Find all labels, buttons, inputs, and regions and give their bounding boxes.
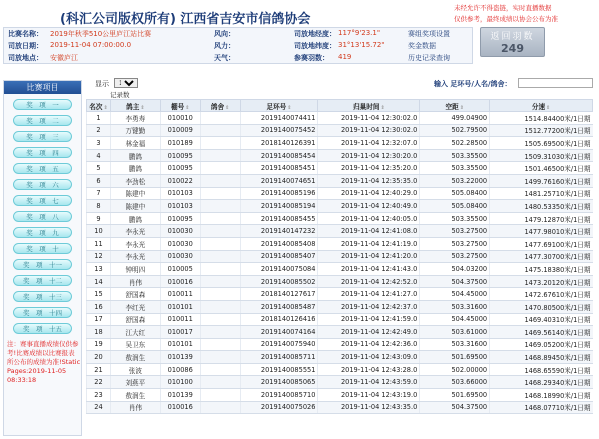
- distance-cell: 505.08400: [420, 187, 490, 200]
- direction-label: 风向：: [214, 30, 235, 38]
- loft-cell: [200, 200, 240, 213]
- loft-cell: [200, 288, 240, 301]
- race-info-panel: [3, 27, 473, 64]
- loft-cell: [200, 124, 240, 137]
- sort-icon[interactable]: ⇕: [380, 104, 385, 111]
- shed-no-cell: 010095: [160, 149, 200, 162]
- col-speed-label: 分速: [531, 102, 546, 111]
- shed-no-cell: 010100: [160, 376, 200, 389]
- col-return-time-label: 归巢时间: [353, 102, 380, 111]
- wind-label: 风力：: [214, 42, 235, 50]
- speed-cell: 1480.53350米/1日期: [490, 200, 593, 213]
- return-time-cell: 2019-11-04 12:42:36.0: [318, 338, 420, 351]
- ring-no-cell: 2019140085196: [240, 187, 318, 200]
- distance-cell: 503.35500: [420, 212, 490, 225]
- col-owner-header[interactable]: [110, 100, 160, 112]
- table-row[interactable]: [87, 313, 593, 326]
- shed-no-cell: 010139: [160, 351, 200, 364]
- shed-no-cell: 010030: [160, 250, 200, 263]
- sidebar: [3, 80, 82, 436]
- distance-cell: 503.22000: [420, 174, 490, 187]
- release-lat-label: 司放地纬度：: [294, 42, 336, 50]
- table-row[interactable]: [87, 263, 593, 276]
- speed-cell: 1468.29340米/1日期: [490, 376, 593, 389]
- return-time-cell: 2019-11-04 12:41:59.0: [318, 313, 420, 326]
- table-row[interactable]: [87, 174, 593, 187]
- col-loft-label: 鸽舍: [210, 102, 225, 111]
- entries-value: 419: [338, 53, 352, 61]
- shed-no-cell: 010017: [160, 326, 200, 339]
- return-time-cell: 2019-11-04 12:41:27.0: [318, 288, 420, 301]
- table-row[interactable]: [87, 250, 593, 263]
- shed-no-cell: 010016: [160, 275, 200, 288]
- distance-cell: 503.31600: [420, 300, 490, 313]
- speed-cell: 1472.67610米/1日期: [490, 288, 593, 301]
- shed-no-cell: 010030: [160, 237, 200, 250]
- ring-no-cell: 2018140126416: [240, 313, 318, 326]
- return-time-cell: 2019-11-04 12:43:19.0: [318, 389, 420, 402]
- toolbar: [86, 78, 596, 90]
- speed-cell: 1468.89450米/1日期: [490, 351, 593, 364]
- speed-cell: 1509.31030米/1日期: [490, 149, 593, 162]
- owner-cell: 李永光: [110, 225, 160, 238]
- loft-cell: [200, 212, 240, 225]
- return-time-cell: 2019-11-04 12:41:20.0: [318, 250, 420, 263]
- distance-cell: 501.69500: [420, 389, 490, 402]
- rank-cell: 19: [87, 338, 111, 351]
- shed-no-cell: 010101: [160, 300, 200, 313]
- col-rank-label: 名次: [89, 102, 103, 111]
- entries-label: 参赛羽数：: [294, 54, 329, 62]
- distance-cell: 503.35500: [420, 162, 490, 175]
- distance-cell: 502.00000: [420, 363, 490, 376]
- shed-no-cell: 010139: [160, 389, 200, 402]
- loft-cell: [200, 187, 240, 200]
- rank-cell: 7: [87, 187, 111, 200]
- return-time-cell: 2019-11-04 12:43:09.0: [318, 351, 420, 364]
- col-distance-header[interactable]: [420, 100, 490, 112]
- owner-cell: 敖润生: [110, 351, 160, 364]
- race-date-label: 司放日期：: [8, 42, 43, 50]
- ring-no-cell: 2019140085455: [240, 212, 318, 225]
- distance-cell: 501.69500: [420, 351, 490, 364]
- return-time-cell: 2019-11-04 12:30:02.0: [318, 124, 420, 137]
- ring-no-cell: 2019140075084: [240, 263, 318, 276]
- rank-cell: 1: [87, 112, 111, 125]
- col-owner-label: 鸽主: [126, 102, 140, 111]
- shed-no-cell: 010016: [160, 401, 200, 414]
- shed-no-cell: 010030: [160, 225, 200, 238]
- table-row[interactable]: [87, 225, 593, 238]
- ring-no-cell: 2019140085407: [240, 250, 318, 263]
- table-row[interactable]: [87, 124, 593, 137]
- rank-cell: 3: [87, 137, 111, 150]
- loft-cell: [200, 313, 240, 326]
- return-time-cell: 2019-11-04 12:40:05.0: [318, 212, 420, 225]
- distance-cell: 499.04900: [420, 112, 490, 125]
- results-panel: [86, 78, 596, 413]
- sidebar-item-award-4[interactable]: 奖 项 四: [13, 147, 72, 158]
- sort-icon[interactable]: ⇕: [185, 104, 190, 111]
- speed-cell: 1468.65590米/1日期: [490, 363, 593, 376]
- speed-cell: 1477.98010米/1日期: [490, 225, 593, 238]
- shed-no-cell: 010103: [160, 200, 200, 213]
- loft-cell: [200, 225, 240, 238]
- loft-cell: [200, 174, 240, 187]
- rank-cell: 11: [87, 237, 111, 250]
- return-time-cell: 2019-11-04 12:41:19.0: [318, 237, 420, 250]
- sidebar-item-award-14[interactable]: 奖 项 十四: [13, 307, 72, 318]
- owner-cell: 李红光: [110, 300, 160, 313]
- distance-cell: 504.45000: [420, 288, 490, 301]
- speed-cell: 1505.69500米/1日期: [490, 137, 593, 150]
- rank-cell: 18: [87, 326, 111, 339]
- speed-cell: 1473.20120米/1日期: [490, 275, 593, 288]
- table-row[interactable]: [87, 338, 593, 351]
- ring-no-cell: 2019140075026: [240, 401, 318, 414]
- location-label: 司放地点：: [8, 54, 43, 62]
- award-settings-link[interactable]: 赛组奖项设置: [408, 30, 450, 38]
- shed-no-cell: 010010: [160, 112, 200, 125]
- owner-cell: 舒国森: [110, 288, 160, 301]
- loft-cell: [200, 250, 240, 263]
- ring-no-cell: 2019140085551: [240, 363, 318, 376]
- table-row[interactable]: [87, 376, 593, 389]
- sort-icon[interactable]: ⇕: [140, 104, 145, 111]
- release-lat-value: 31°13'15.72": [338, 41, 385, 49]
- rank-cell: 21: [87, 363, 111, 376]
- return-time-cell: 2019-11-04 12:43:35.0: [318, 401, 420, 414]
- race-date-value: 2019-11-04 07:00:00.0: [50, 41, 132, 49]
- speed-cell: 1499.76160米/1日期: [490, 174, 593, 187]
- distance-cell: 503.27500: [420, 250, 490, 263]
- col-return-time-header[interactable]: [318, 100, 420, 112]
- distance-cell: 503.27500: [420, 237, 490, 250]
- return-time-cell: 2019-11-04 12:42:37.0: [318, 300, 420, 313]
- ring-no-cell: 2019140085065: [240, 376, 318, 389]
- table-row[interactable]: [87, 112, 593, 125]
- page-title: [60, 8, 310, 27]
- sort-icon[interactable]: ⇕: [225, 104, 230, 111]
- sidebar-item-award-9[interactable]: 奖 项 九: [13, 227, 72, 238]
- rank-cell: 12: [87, 250, 111, 263]
- speed-cell: 1469.40310米/1日期: [490, 313, 593, 326]
- ring-no-cell: 2019140147232: [240, 225, 318, 238]
- rank-cell: 6: [87, 174, 111, 187]
- record-total-label: 记录数: [110, 91, 130, 99]
- shed-no-cell: 010011: [160, 288, 200, 301]
- return-time-cell: 2019-11-04 12:30:02.0: [318, 112, 420, 125]
- show-label: 显示: [95, 80, 109, 88]
- table-row[interactable]: [87, 162, 593, 175]
- disclaimer-notice: [454, 3, 589, 25]
- return-time-cell: 2019-11-04 12:42:49.0: [318, 326, 420, 339]
- notice-line-1: 未经允许不得盗链，实时直播数据: [454, 4, 552, 12]
- loft-cell: [200, 338, 240, 351]
- loft-cell: [200, 351, 240, 364]
- sort-icon[interactable]: ⇕: [459, 104, 464, 111]
- search-label: 输入 足环号/人名/鸽舍：: [434, 80, 512, 88]
- return-time-cell: 2019-11-04 12:40:49.0: [318, 200, 420, 213]
- distance-cell: 503.27500: [420, 225, 490, 238]
- rank-cell: 14: [87, 275, 111, 288]
- sidebar-note: 注：赛事直播成绩仅供参考!比赛成绩以比赛报表所公布的成绩为准!Static Pages:2019-11-05 08:33:18: [7, 340, 81, 384]
- owner-cell: 李永光: [110, 237, 160, 250]
- shed-no-cell: 010022: [160, 174, 200, 187]
- sidebar-item-award-5[interactable]: 奖 项 五: [13, 163, 72, 174]
- table-row[interactable]: [87, 326, 593, 339]
- owner-cell: 李劲松: [110, 174, 160, 187]
- ring-no-cell: 2019140075940: [240, 338, 318, 351]
- owner-cell: 李勇寿: [110, 112, 160, 125]
- shed-no-cell: 010011: [160, 313, 200, 326]
- col-rank-header[interactable]: [87, 100, 111, 112]
- sort-icon[interactable]: ⇕: [103, 104, 108, 111]
- notice-line-2: 仅供参考，最终成绩以协会公布为准: [454, 15, 558, 23]
- loft-cell: [200, 275, 240, 288]
- distance-cell: 503.35500: [420, 149, 490, 162]
- ring-no-cell: 2019140085710: [240, 389, 318, 402]
- speed-cell: 1501.46500米/1日期: [490, 162, 593, 175]
- speed-cell: 1468.18990米/1日期: [490, 389, 593, 402]
- loft-cell: [200, 300, 240, 313]
- owner-cell: 敖润生: [110, 389, 160, 402]
- ring-no-cell: 2019140085408: [240, 237, 318, 250]
- speed-cell: 1512.77200米/1日期: [490, 124, 593, 137]
- owner-cell: 鹏鸽: [110, 162, 160, 175]
- distance-cell: 504.37500: [420, 275, 490, 288]
- rank-cell: 17: [87, 313, 111, 326]
- distance-cell: 503.66000: [420, 376, 490, 389]
- history-query-link[interactable]: 历史记录查询: [408, 54, 450, 62]
- rank-cell: 8: [87, 200, 111, 213]
- table-row[interactable]: [87, 363, 593, 376]
- sidebar-item-award-8[interactable]: 奖 项 八: [13, 211, 72, 222]
- loft-cell: [200, 363, 240, 376]
- weather-label: 天气：: [214, 54, 235, 62]
- table-row[interactable]: [87, 237, 593, 250]
- loft-cell: [200, 326, 240, 339]
- returned-count-value: 249: [501, 42, 524, 55]
- owner-cell: 鹏鸽: [110, 149, 160, 162]
- col-distance-label: 空距: [445, 102, 459, 111]
- page-size-select[interactable]: [114, 78, 138, 88]
- owner-cell: 刘燕平: [110, 376, 160, 389]
- table-row[interactable]: [87, 300, 593, 313]
- race-name-label: 比赛名称：: [8, 30, 43, 38]
- results-table: [86, 99, 593, 414]
- sort-icon[interactable]: ⇕: [546, 104, 551, 111]
- distance-cell: 503.61000: [420, 326, 490, 339]
- owner-cell: 肖伟: [110, 275, 160, 288]
- rank-cell: 4: [87, 149, 111, 162]
- ring-no-cell: 2019140085711: [240, 351, 318, 364]
- rank-cell: 23: [87, 389, 111, 402]
- owner-cell: 张波: [110, 363, 160, 376]
- shed-no-cell: 010103: [160, 187, 200, 200]
- release-lng-value: 117°9'23.1": [338, 29, 381, 37]
- association-name: 江西省吉安市信鸽协会: [180, 12, 311, 27]
- speed-cell: 1470.80500米/1日期: [490, 300, 593, 313]
- rank-cell: 9: [87, 212, 111, 225]
- distance-cell: 505.08400: [420, 200, 490, 213]
- ring-no-cell: 2018140126391: [240, 137, 318, 150]
- loft-cell: [200, 389, 240, 402]
- rank-cell: 22: [87, 376, 111, 389]
- return-time-cell: 2019-11-04 12:40:29.0: [318, 187, 420, 200]
- owner-cell: 鹏鸽: [110, 212, 160, 225]
- table-row[interactable]: [87, 401, 593, 414]
- speed-cell: 1477.69100米/1日期: [490, 237, 593, 250]
- return-time-cell: 2019-11-04 12:43:59.0: [318, 376, 420, 389]
- distance-cell: 503.31600: [420, 338, 490, 351]
- loft-cell: [200, 162, 240, 175]
- rank-cell: 16: [87, 300, 111, 313]
- shed-no-cell: 010086: [160, 363, 200, 376]
- speed-cell: 1514.84400米/1日期: [490, 112, 593, 125]
- sidebar-item-award-1[interactable]: 奖 项 一: [13, 99, 72, 110]
- rank-cell: 10: [87, 225, 111, 238]
- return-time-cell: 2019-11-04 12:30:20.0: [318, 149, 420, 162]
- loft-cell: [200, 376, 240, 389]
- ring-no-cell: 2019140075452: [240, 124, 318, 137]
- shed-no-cell: 010005: [160, 263, 200, 276]
- table-row[interactable]: [87, 187, 593, 200]
- owner-cell: 吴卫东: [110, 338, 160, 351]
- return-time-cell: 2019-11-04 12:41:08.0: [318, 225, 420, 238]
- ring-no-cell: 2019140074164: [240, 326, 318, 339]
- return-time-cell: 2019-11-04 12:35:20.0: [318, 162, 420, 175]
- speed-cell: 1475.18380米/1日期: [490, 263, 593, 276]
- sidebar-item-award-15[interactable]: 奖 项 十五: [13, 323, 72, 334]
- col-ring-no-label: 足环号: [266, 102, 287, 111]
- sidebar-item-award-10[interactable]: 奖 项 十: [13, 243, 72, 254]
- loft-cell: [200, 149, 240, 162]
- col-ring-no-header[interactable]: [240, 100, 318, 112]
- ring-no-cell: 2019140085454: [240, 149, 318, 162]
- distance-cell: 504.37500: [420, 401, 490, 414]
- return-time-cell: 2019-11-04 12:32:07.0: [318, 137, 420, 150]
- sidebar-item-award-2[interactable]: 奖 项 二: [13, 115, 72, 126]
- speed-cell: 1477.30700米/1日期: [490, 250, 593, 263]
- shed-no-cell: 010095: [160, 212, 200, 225]
- owner-cell: 陈建中: [110, 187, 160, 200]
- distance-cell: 502.79500: [420, 124, 490, 137]
- sidebar-item-award-13[interactable]: 奖 项 十三: [13, 291, 72, 302]
- returned-count-badge: [480, 27, 545, 57]
- table-row[interactable]: [87, 200, 593, 213]
- table-row[interactable]: [87, 275, 593, 288]
- returned-count-label: 返回羽数: [490, 32, 535, 42]
- rank-cell: 24: [87, 401, 111, 414]
- ring-no-cell: 2019140085502: [240, 275, 318, 288]
- loft-cell: [200, 401, 240, 414]
- ring-no-cell: 2019140085487: [240, 300, 318, 313]
- table-row[interactable]: [87, 137, 593, 150]
- sidebar-item-award-7[interactable]: 奖 项 七: [13, 195, 72, 206]
- copyright-title: (科汇公司版权所有): [60, 12, 176, 27]
- return-time-cell: 2019-11-04 12:35:35.0: [318, 174, 420, 187]
- release-lng-label: 司放地经度：: [294, 30, 336, 38]
- loft-cell: [200, 137, 240, 150]
- sidebar-item-award-11[interactable]: 奖 项 十一: [13, 259, 72, 270]
- ring-no-cell: 2019140085451: [240, 162, 318, 175]
- rank-cell: 13: [87, 263, 111, 276]
- speed-cell: 1479.12870米/1日期: [490, 212, 593, 225]
- table-row[interactable]: [87, 288, 593, 301]
- table-row[interactable]: [87, 351, 593, 364]
- owner-cell: 肖伟: [110, 401, 160, 414]
- ring-no-cell: 2019140074651: [240, 174, 318, 187]
- sidebar-title: 比赛项目: [4, 81, 81, 94]
- owner-cell: 舒国森: [110, 313, 160, 326]
- shed-no-cell: 010189: [160, 137, 200, 150]
- loft-cell: [200, 263, 240, 276]
- sort-icon[interactable]: ⇕: [287, 104, 292, 111]
- col-speed-header[interactable]: [490, 100, 593, 112]
- speed-cell: 1468.07710米/1日期: [490, 401, 593, 414]
- return-time-cell: 2019-11-04 12:43:28.0: [318, 363, 420, 376]
- loft-cell: [200, 112, 240, 125]
- shed-no-cell: 010095: [160, 162, 200, 175]
- owner-cell: 李永光: [110, 250, 160, 263]
- table-row[interactable]: [87, 389, 593, 402]
- rank-cell: 2: [87, 124, 111, 137]
- rank-cell: 15: [87, 288, 111, 301]
- loft-cell: [200, 237, 240, 250]
- speed-cell: 1469.05200米/1日期: [490, 338, 593, 351]
- distance-cell: 502.28500: [420, 137, 490, 150]
- rank-cell: 5: [87, 162, 111, 175]
- search-input[interactable]: [518, 78, 593, 88]
- col-loft-header[interactable]: [200, 100, 240, 112]
- col-shed-no-header[interactable]: [160, 100, 200, 112]
- distance-cell: 504.03200: [420, 263, 490, 276]
- owner-cell: 陈建中: [110, 200, 160, 213]
- ring-no-cell: 2019140074411: [240, 112, 318, 125]
- sidebar-item-award-6[interactable]: 奖 项 六: [13, 179, 72, 190]
- owner-cell: 钟明四: [110, 263, 160, 276]
- table-row[interactable]: [87, 212, 593, 225]
- speed-cell: 1469.56140米/1日期: [490, 326, 593, 339]
- location-value: 安徽庐江: [50, 54, 78, 62]
- rank-cell: 20: [87, 351, 111, 364]
- distance-cell: 504.45000: [420, 313, 490, 326]
- race-name-value: 2019年秋季510公里庐江站比赛: [50, 30, 152, 38]
- ring-no-cell: 2019140085194: [240, 200, 318, 213]
- sidebar-item-award-12[interactable]: 奖 项 十二: [13, 275, 72, 286]
- shed-no-cell: 010101: [160, 338, 200, 351]
- owner-cell: 江大红: [110, 326, 160, 339]
- speed-cell: 1481.25710米/1日期: [490, 187, 593, 200]
- return-time-cell: 2019-11-04 12:42:52.0: [318, 275, 420, 288]
- owner-cell: 万键勤: [110, 124, 160, 137]
- shed-no-cell: 010009: [160, 124, 200, 137]
- ring-no-cell: 2018140127617: [240, 288, 318, 301]
- col-shed-no-label: 棚号: [171, 102, 185, 111]
- owner-cell: 林金福: [110, 137, 160, 150]
- return-time-cell: 2019-11-04 12:41:43.0: [318, 263, 420, 276]
- table-row[interactable]: [87, 149, 593, 162]
- sidebar-item-award-3[interactable]: 奖 项 三: [13, 131, 72, 142]
- prize-data-link[interactable]: 奖金数据: [408, 42, 436, 50]
